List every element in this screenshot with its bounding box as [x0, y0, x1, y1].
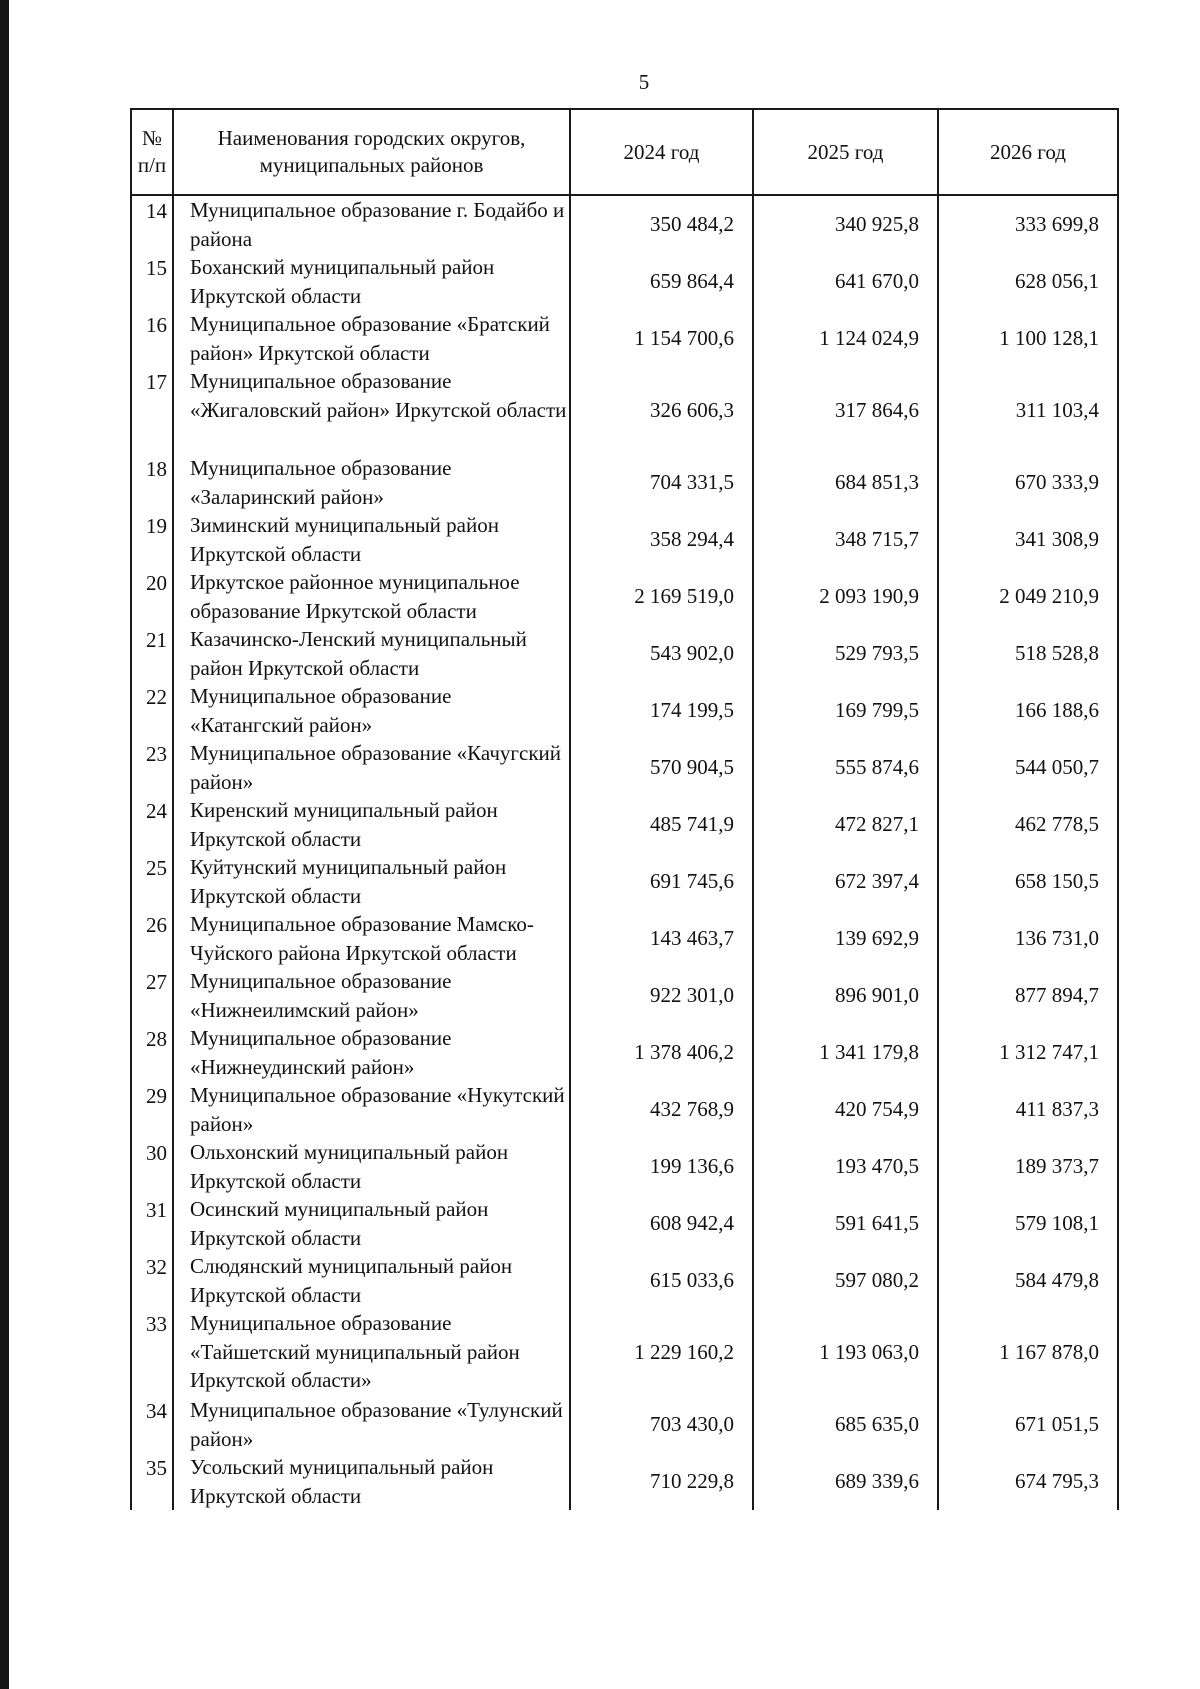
row-name: Муниципальное образование «Катангский район»	[173, 682, 570, 739]
table-row	[131, 454, 1118, 511]
row-name: Муниципальное образование «Нижнеилимский район»	[173, 967, 570, 1024]
value-2025: 472 827,1	[753, 796, 938, 853]
row-name: Боханский муниципальный район Иркутской области	[173, 253, 570, 310]
table-row	[131, 1309, 1118, 1396]
value-2025: 420 754,9	[753, 1081, 938, 1138]
value-2025: 597 080,2	[753, 1252, 938, 1309]
table-row	[131, 1453, 1118, 1510]
value-2025: 555 874,6	[753, 739, 938, 796]
value-2025: 685 635,0	[753, 1396, 938, 1453]
row-name: Муниципальное образование «Качугский район»	[173, 739, 570, 796]
table-row	[131, 310, 1118, 367]
row-name: Муниципальное образование «Братский район» Иркутской области	[173, 310, 570, 367]
value-2025: 193 470,5	[753, 1138, 938, 1195]
table-row	[131, 1024, 1118, 1081]
row-number: 30	[131, 1138, 173, 1195]
value-2024: 2 169 519,0	[570, 568, 753, 625]
header-name: Наименования городских округов, муниципальных районов	[173, 109, 570, 195]
value-2026: 1 167 878,0	[938, 1309, 1118, 1396]
row-number: 18	[131, 454, 173, 511]
row-number: 34	[131, 1396, 173, 1453]
row-number: 14	[131, 195, 173, 253]
value-2024: 358 294,4	[570, 511, 753, 568]
table-row	[131, 568, 1118, 625]
row-name: Муниципальное образование «Нижнеудинский район»	[173, 1024, 570, 1081]
value-2024: 326 606,3	[570, 367, 753, 454]
row-number: 33	[131, 1309, 173, 1396]
value-2026: 136 731,0	[938, 910, 1118, 967]
value-2025: 2 093 190,9	[753, 568, 938, 625]
row-number: 19	[131, 511, 173, 568]
value-2026: 2 049 210,9	[938, 568, 1118, 625]
row-name: Муниципальное образование г. Бодайбо и района	[173, 195, 570, 253]
scan-edge	[0, 0, 9, 1689]
table-body	[131, 195, 1118, 1510]
value-2025: 684 851,3	[753, 454, 938, 511]
row-name: Казачинско-Ленский муниципальный район Иркутской области	[173, 625, 570, 682]
value-2025: 139 692,9	[753, 910, 938, 967]
row-name: Зиминский муниципальный район Иркутской области	[173, 511, 570, 568]
value-2026: 658 150,5	[938, 853, 1118, 910]
row-name: Муниципальное образование «Тулунский район»	[173, 1396, 570, 1453]
table-row	[131, 967, 1118, 1024]
value-2025: 1 124 024,9	[753, 310, 938, 367]
table-row	[131, 796, 1118, 853]
value-2025: 348 715,7	[753, 511, 938, 568]
table-row	[131, 1396, 1118, 1453]
value-2026: 671 051,5	[938, 1396, 1118, 1453]
row-name: Киренский муниципальный район Иркутской области	[173, 796, 570, 853]
value-2026: 877 894,7	[938, 967, 1118, 1024]
header-2025: 2025 год	[753, 109, 938, 195]
value-2024: 174 199,5	[570, 682, 753, 739]
table-row	[131, 367, 1118, 454]
table-row	[131, 1252, 1118, 1309]
value-2026: 1 100 128,1	[938, 310, 1118, 367]
value-2024: 543 902,0	[570, 625, 753, 682]
value-2026: 166 188,6	[938, 682, 1118, 739]
value-2024: 485 741,9	[570, 796, 753, 853]
table-row	[131, 1195, 1118, 1252]
value-2024: 608 942,4	[570, 1195, 753, 1252]
value-2026: 518 528,8	[938, 625, 1118, 682]
table-header-row	[131, 109, 1118, 195]
value-2024: 350 484,2	[570, 195, 753, 253]
value-2026: 411 837,3	[938, 1081, 1118, 1138]
table-row	[131, 853, 1118, 910]
value-2025: 896 901,0	[753, 967, 938, 1024]
value-2026: 189 373,7	[938, 1138, 1118, 1195]
value-2025: 689 339,6	[753, 1453, 938, 1510]
value-2024: 710 229,8	[570, 1453, 753, 1510]
value-2026: 333 699,8	[938, 195, 1118, 253]
value-2025: 1 193 063,0	[753, 1309, 938, 1396]
value-2026: 670 333,9	[938, 454, 1118, 511]
value-2026: 584 479,8	[938, 1252, 1118, 1309]
value-2024: 703 430,0	[570, 1396, 753, 1453]
table-row	[131, 739, 1118, 796]
value-2025: 169 799,5	[753, 682, 938, 739]
table-row	[131, 511, 1118, 568]
row-number: 35	[131, 1453, 173, 1510]
row-number: 32	[131, 1252, 173, 1309]
value-2026: 579 108,1	[938, 1195, 1118, 1252]
table-row	[131, 682, 1118, 739]
row-name: Муниципальное образование Мамско-Чуйского района Иркутской области	[173, 910, 570, 967]
row-number: 17	[131, 367, 173, 454]
value-2024: 922 301,0	[570, 967, 753, 1024]
row-number: 25	[131, 853, 173, 910]
row-name: Муниципальное образование «Заларинский район»	[173, 454, 570, 511]
value-2024: 1 154 700,6	[570, 310, 753, 367]
row-number: 31	[131, 1195, 173, 1252]
value-2025: 340 925,8	[753, 195, 938, 253]
value-2025: 1 341 179,8	[753, 1024, 938, 1081]
value-2026: 544 050,7	[938, 739, 1118, 796]
value-2024: 659 864,4	[570, 253, 753, 310]
table-row	[131, 1081, 1118, 1138]
header-2026: 2026 год	[938, 109, 1118, 195]
value-2024: 570 904,5	[570, 739, 753, 796]
row-number: 21	[131, 625, 173, 682]
row-number: 28	[131, 1024, 173, 1081]
row-number: 29	[131, 1081, 173, 1138]
value-2025: 317 864,6	[753, 367, 938, 454]
row-name: Муниципальное образование «Нукутский район»	[173, 1081, 570, 1138]
value-2024: 432 768,9	[570, 1081, 753, 1138]
value-2025: 529 793,5	[753, 625, 938, 682]
row-number: 20	[131, 568, 173, 625]
row-number: 15	[131, 253, 173, 310]
table-row	[131, 1138, 1118, 1195]
header-2024: 2024 год	[570, 109, 753, 195]
table-row	[131, 910, 1118, 967]
value-2026: 674 795,3	[938, 1453, 1118, 1510]
value-2024: 615 033,6	[570, 1252, 753, 1309]
budget-table	[130, 108, 1119, 1510]
value-2024: 691 745,6	[570, 853, 753, 910]
row-name: Куйтунский муниципальный район Иркутской области	[173, 853, 570, 910]
value-2024: 704 331,5	[570, 454, 753, 511]
row-name: Слюдянский муниципальный район Иркутской области	[173, 1252, 570, 1309]
row-number: 22	[131, 682, 173, 739]
value-2026: 628 056,1	[938, 253, 1118, 310]
row-name: Ольхонский муниципальный район Иркутской области	[173, 1138, 570, 1195]
header-number: № п/п	[131, 109, 173, 195]
table-row	[131, 625, 1118, 682]
value-2024: 199 136,6	[570, 1138, 753, 1195]
value-2025: 641 670,0	[753, 253, 938, 310]
row-name: Осинский муниципальный район Иркутской области	[173, 1195, 570, 1252]
value-2026: 462 778,5	[938, 796, 1118, 853]
row-number: 27	[131, 967, 173, 1024]
row-name: Усольский муниципальный район Иркутской области	[173, 1453, 570, 1510]
row-name: Муниципальное образование «Жигаловский район» Иркутской области	[173, 367, 570, 454]
table-row	[131, 195, 1118, 253]
table-row	[131, 253, 1118, 310]
row-number: 23	[131, 739, 173, 796]
row-name: Иркутское районное муниципальное образование Иркутской области	[173, 568, 570, 625]
value-2026: 1 312 747,1	[938, 1024, 1118, 1081]
page-number: 5	[638, 70, 650, 94]
value-2026: 311 103,4	[938, 367, 1118, 454]
value-2024: 1 378 406,2	[570, 1024, 753, 1081]
value-2026: 341 308,9	[938, 511, 1118, 568]
row-name: Муниципальное образование «Тайшетский муниципальный район Иркутской области»	[173, 1309, 570, 1396]
row-number: 24	[131, 796, 173, 853]
row-number: 26	[131, 910, 173, 967]
row-number: 16	[131, 310, 173, 367]
value-2024: 1 229 160,2	[570, 1309, 753, 1396]
value-2024: 143 463,7	[570, 910, 753, 967]
value-2025: 672 397,4	[753, 853, 938, 910]
value-2025: 591 641,5	[753, 1195, 938, 1252]
